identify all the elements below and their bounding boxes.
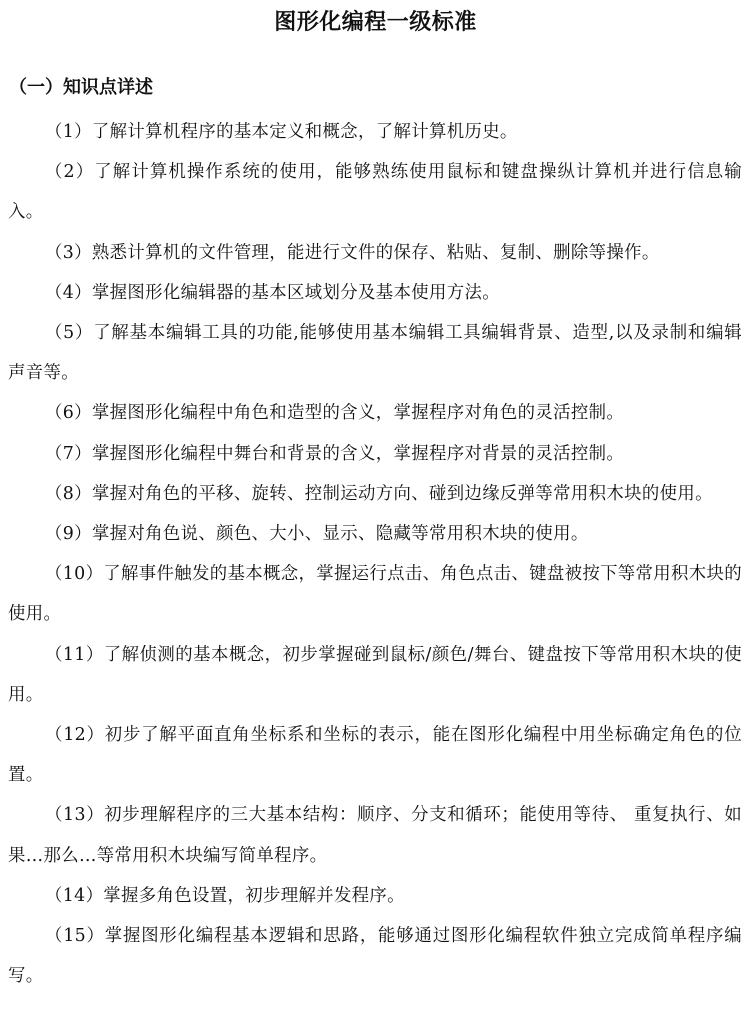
list-item: （11）了解侦测的基本概念，初步掌握碰到鼠标/颜色/舞台、键盘按下等常用积木块的使用。	[8, 644, 742, 705]
document-title: 图形化编程一级标准	[274, 10, 477, 35]
section-heading: （一）知识点详述	[9, 77, 153, 98]
list-item: （3）熟悉计算机的文件管理，能进行文件的保存、粘贴、复制、删除等操作。	[45, 242, 660, 263]
list-item: （5）了解基本编辑工具的功能,能够使用基本编辑工具编辑背景、造型,以及录制和编辑声音等。	[8, 323, 742, 384]
list-item: （15）掌握图形化编程基本逻辑和思路，能够通过图形化编程软件独立完成简单程序编写。	[8, 926, 742, 987]
list-item: （8）掌握对角色的平移、旋转、控制运动方向、碰到边缘反弹等常用积木块的使用。	[45, 483, 713, 504]
list-item: （2）了解计算机操作系统的使用，能够熟练使用鼠标和键盘操纵计算机并进行信息输入。	[8, 162, 742, 223]
knowledge-point-list	[8, 112, 742, 996]
list-item: （12）初步了解平面直角坐标系和坐标的表示，能在图形化编程中用坐标确定角色的位置。	[8, 725, 742, 786]
list-item: （13）初步理解程序的三大基本结构：顺序、分支和循环；能使用等待、 重复执行、如果…那么…等常用积木块编写简单程序。	[8, 805, 742, 866]
list-item: （6）掌握图形化编程中角色和造型的含义，掌握程序对角色的灵活控制。	[45, 403, 625, 424]
list-item: （9）掌握对角色说、颜色、大小、显示、隐藏等常用积木块的使用。	[45, 524, 589, 545]
list-item: （4）掌握图形化编辑器的基本区域划分及基本使用方法。	[45, 282, 500, 303]
list-item: （10）了解事件触发的基本概念，掌握运行点击、角色点击、键盘被按下等常用积木块的使用。	[8, 564, 742, 625]
list-item: （14）掌握多角色设置，初步理解并发程序。	[45, 885, 405, 906]
list-item: （7）掌握图形化编程中舞台和背景的含义，掌握程序对背景的灵活控制。	[45, 443, 625, 464]
list-item: （1）了解计算机程序的基本定义和概念，了解计算机历史。	[45, 122, 518, 142]
